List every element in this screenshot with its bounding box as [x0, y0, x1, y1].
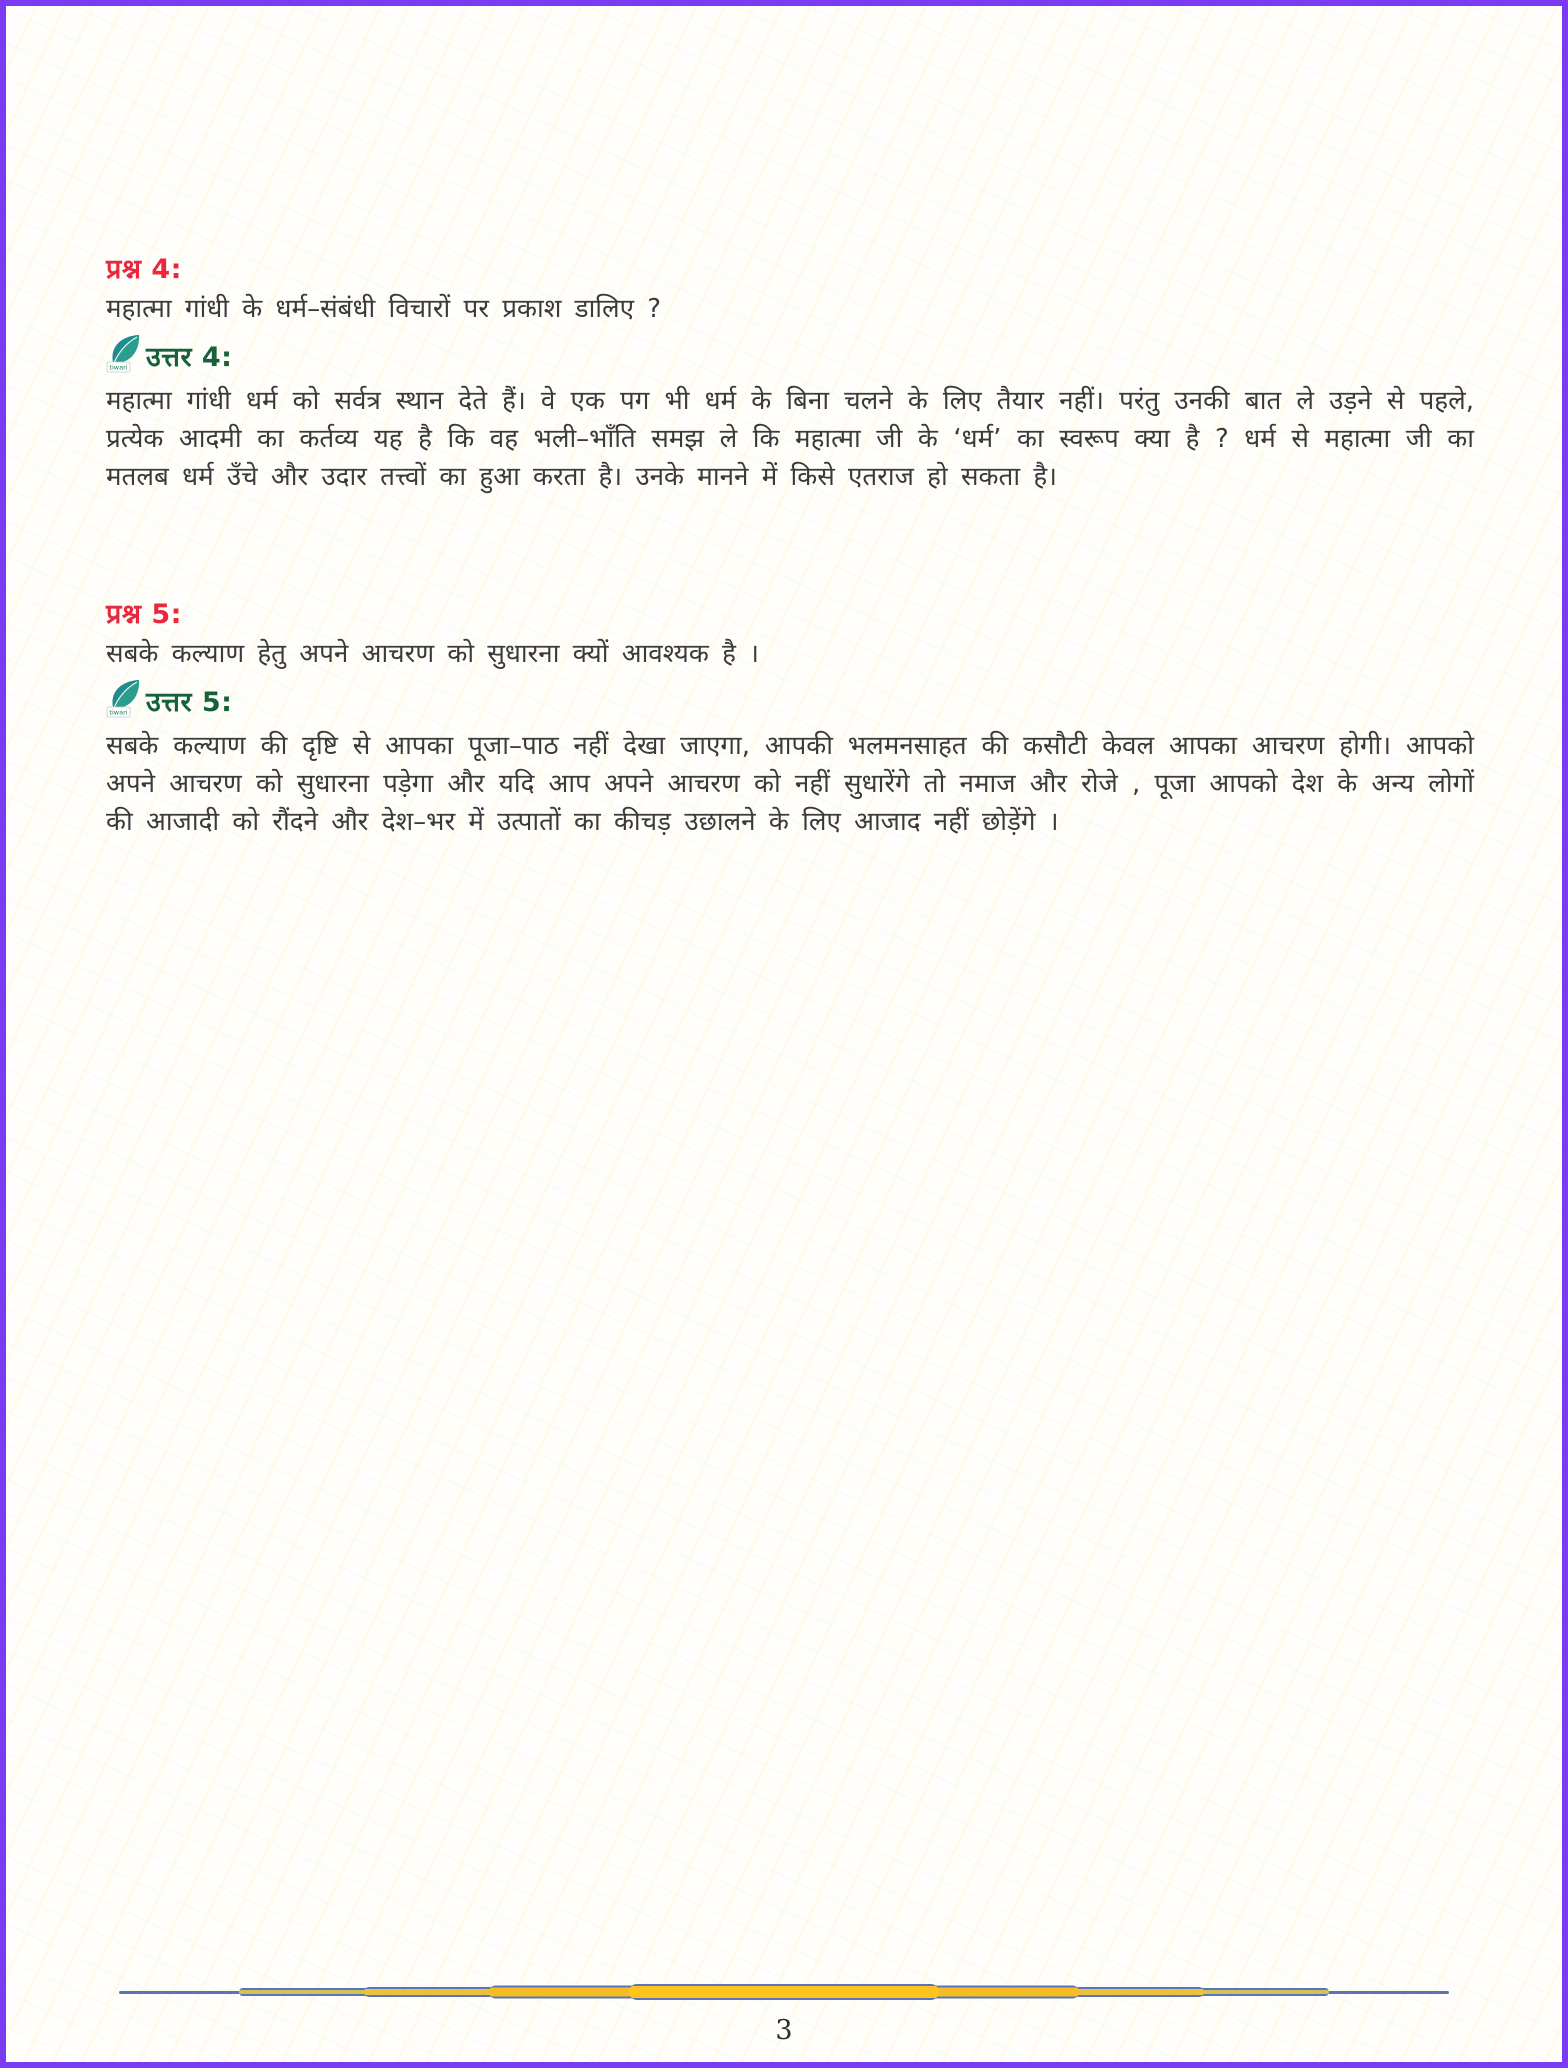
page-footer [6, 1983, 1562, 2046]
svg-text:tiwari: tiwari [109, 363, 128, 372]
question-5-text: सबके कल्याण हेतु अपने आचरण को सुधारना क्यों आवश्यक है । [106, 639, 760, 669]
tiwari-leaf-icon [106, 333, 142, 377]
answer-5-text: सबके कल्याण की दृष्टि से आपका पूजा–पाठ नहीं देखा जाएगा, आपकी भलमनसाहत की कसौटी केवल आपका आचरण होगी। आपको अपने आचरण को सुधारना पड़ेगा और यदि आप अपने आचरण को नहीं सुधारेंगे तो नमाज और रोजे , पूजा आपको देश के अन्य लोगों की आजादी को रौंदने और देश–भर में उत्पातों का कीचड़ उछालने के लिए आजाद नहीं छोड़ेंगे । [106, 731, 1474, 837]
answer-4-heading-row [106, 332, 1474, 378]
divider-segment [629, 1984, 939, 2000]
qa-block-question-4 [106, 253, 1474, 496]
question-4-text: महात्मा गांधी के धर्म–संबंधी विचारों पर प्रकाश डालिए ? [106, 294, 662, 324]
page-content [6, 6, 1562, 841]
question-4-label: प्रश्न 4: [106, 254, 182, 285]
qa-block-question-5 [106, 598, 1474, 841]
tiwari-leaf-icon [106, 678, 142, 722]
answer-4-label: उत्तर 4: [146, 341, 233, 373]
question-5-label: प्रश्न 5: [106, 599, 182, 630]
page-number: 3 [775, 2015, 793, 2046]
answer-5-label: उत्तर 5: [146, 686, 233, 718]
svg-text:tiwari: tiwari [109, 708, 128, 717]
answer-5-heading-row [106, 677, 1474, 723]
footer-divider [119, 1983, 1449, 2001]
answer-4-text: महात्मा गांधी धर्म को सर्वत्र स्थान देते हैं। वे एक पग भी धर्म के बिना चलने के लिए तैयार नहीं। परंतु उनकी बात ले उड़ने से पहले, प्रत्येक आदमी का कर्तव्य यह है कि वह भली–भाँति समझ ले कि महात्मा जी के ‘धर्म’ का स्वरूप क्या है ? धर्म से महात्मा जी का मतलब धर्म उँचे और उदार तत्त्वों का हुआ करता है। उनके मानने में किसे एतराज हो सकता है। [106, 386, 1474, 492]
